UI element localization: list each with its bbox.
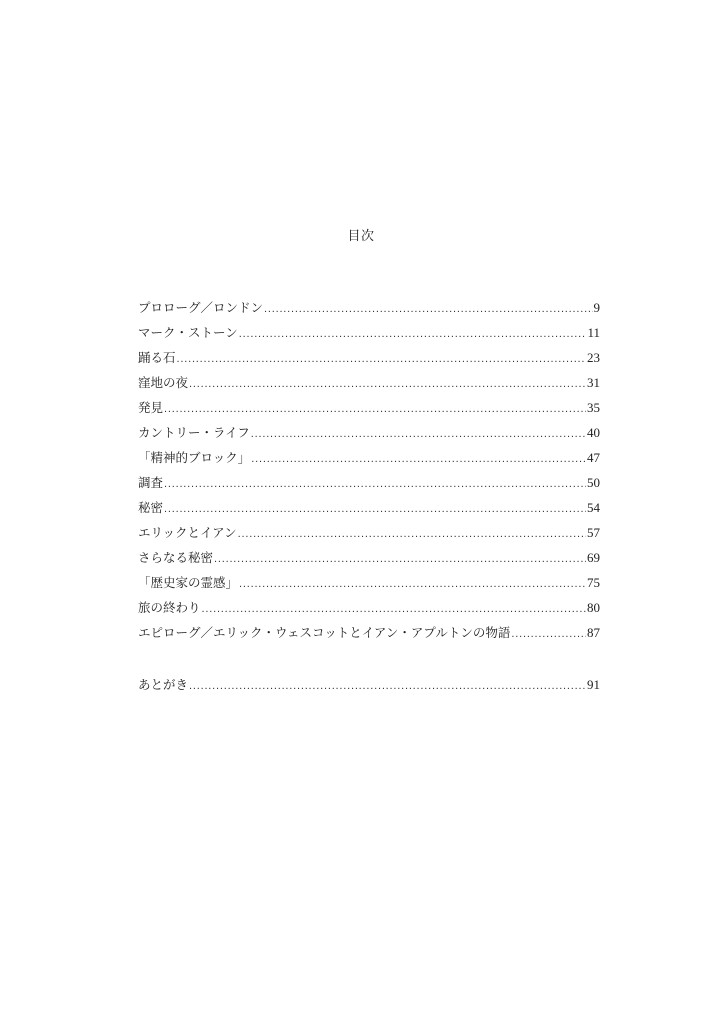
toc-entry: [138, 498, 600, 523]
toc-entry-page: 23: [587, 350, 600, 365]
dot-leader: [511, 624, 586, 644]
dot-leader: [164, 499, 586, 519]
toc-entry: [138, 348, 600, 373]
toc-entry-label: カントリー・ライフ: [138, 425, 250, 440]
toc-entry: [138, 675, 600, 700]
toc-entry-label: 窪地の夜: [138, 375, 189, 390]
toc-entry-label: 踊る石: [138, 350, 176, 365]
toc-entry: [138, 448, 600, 473]
dot-leader: [189, 374, 586, 394]
dot-leader: [264, 299, 592, 319]
dot-leader: [239, 574, 586, 594]
toc-entry: [138, 398, 600, 423]
toc-entry-page: 80: [587, 600, 600, 615]
toc-entry-page: 91: [587, 677, 600, 692]
toc-entry-page: 47: [587, 450, 600, 465]
toc-entry: [138, 298, 600, 323]
toc-entry-page: 69: [587, 550, 600, 565]
dot-leader: [202, 599, 586, 619]
toc-entry-page: 35: [587, 400, 600, 415]
toc-entry-label: 「歴史家の霊感」: [138, 575, 239, 590]
toc-entry-label: 「精神的ブロック」: [138, 450, 251, 465]
dot-leader: [177, 349, 586, 369]
dot-leader: [164, 399, 586, 419]
toc-entry: [138, 573, 600, 598]
table-of-contents: [138, 298, 600, 700]
toc-entry-page: 75: [587, 575, 600, 590]
toc-title: 目次: [347, 229, 375, 244]
toc-entry-label: 調査: [138, 475, 164, 490]
toc-entry-page: 40: [587, 425, 600, 440]
toc-entry: [138, 323, 600, 348]
dot-leader: [238, 524, 586, 544]
toc-entry: [138, 623, 600, 648]
toc-entry-page: 11: [587, 325, 600, 340]
toc-entry-label: エリックとイアン: [138, 525, 237, 540]
toc-entry: [138, 523, 600, 548]
dot-leader: [251, 424, 586, 444]
dot-leader: [251, 449, 586, 469]
toc-entry: [138, 473, 600, 498]
toc-entry-page: 31: [587, 375, 600, 390]
toc-entry-label: あとがき: [138, 677, 189, 692]
toc-entry-label: 秘密: [138, 500, 164, 515]
toc-entry-label: 旅の終わり: [138, 600, 201, 615]
toc-entry: [138, 548, 600, 573]
toc-entry-label: プロローグ／ロンドン: [138, 300, 264, 315]
toc-entry-label: マーク・ストーン: [138, 325, 238, 340]
toc-entry-page: 9: [593, 300, 600, 315]
toc-entry-page: 57: [587, 525, 600, 540]
toc-entry-label: さらなる秘密: [138, 550, 214, 565]
dot-leader: [214, 549, 586, 569]
toc-entry-page: 50: [587, 475, 600, 490]
toc-entry-label: 発見: [138, 400, 164, 415]
toc-entry: [138, 423, 600, 448]
toc-entry-page: 87: [587, 625, 600, 640]
toc-entry: [138, 373, 600, 398]
toc-entry-label: エピローグ／エリック・ウェスコットとイアン・アプルトンの物語: [138, 625, 511, 640]
dot-leader: [239, 324, 587, 344]
toc-entry: [138, 598, 600, 623]
dot-leader: [189, 676, 586, 696]
dot-leader: [164, 474, 586, 494]
toc-entry-page: 54: [587, 500, 600, 515]
